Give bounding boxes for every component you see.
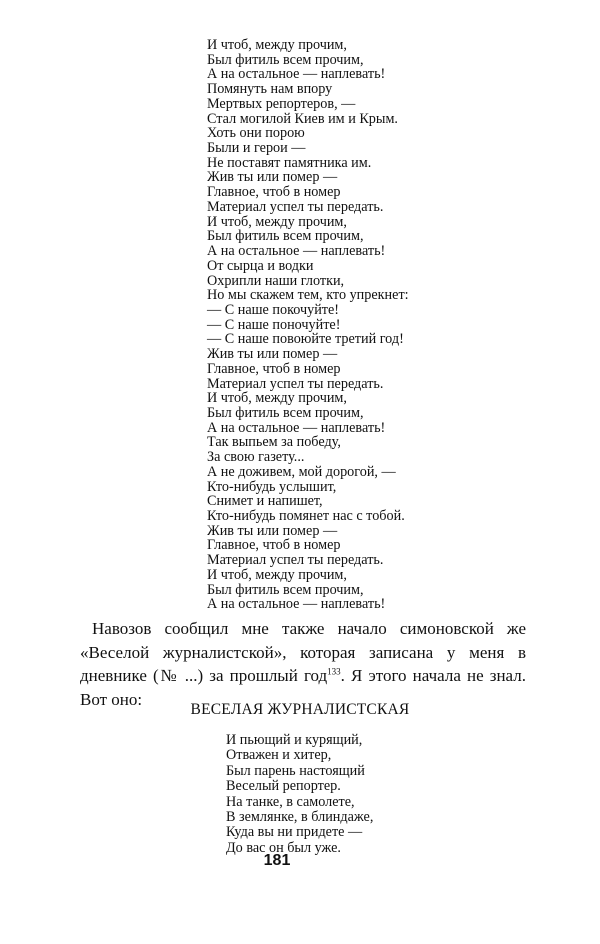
poem-line: Отважен и хитер, [226, 747, 332, 764]
page-number: 181 [263, 852, 291, 869]
poem-line: В землянке, в блиндаже, [226, 809, 374, 826]
poem-verse [207, 38, 409, 612]
poem-line: Веселый репортер. [226, 778, 341, 795]
poem-line: Но мы скажем тем, кто упрекнет: [207, 287, 409, 304]
poem-verse-2 [226, 733, 373, 856]
poem-line: Куда вы ни придете — [226, 824, 363, 841]
poem-line: А на остальное — наплевать! [207, 596, 386, 613]
poem-line: На танке, в самолете, [226, 793, 355, 810]
poem-line: Жив ты или помер — [207, 522, 338, 539]
poem-line: Был фитиль всем прочим, [207, 404, 364, 421]
poem-line: И чтоб, между прочим, [207, 37, 347, 53]
poem-line: Главное, чтоб в номер [207, 537, 341, 554]
poem-line: И чтоб, между прочим, [207, 390, 347, 407]
poem-line: — С наше поночуйте! [207, 316, 341, 333]
poem-title: ВЕСЕЛАЯ ЖУРНАЛИСТСКАЯ [190, 701, 410, 718]
poem-line: Снимет и напишет, [207, 493, 323, 510]
poem-line: И чтоб, между прочим, [207, 566, 347, 583]
poem-line: Был фитиль всем прочим, [207, 228, 364, 245]
poem-line: — С наше повоюйте третий год! [207, 331, 404, 348]
poem-line: За свою газету... [207, 449, 305, 466]
poem-line: Был фитиль всем прочим, [207, 51, 364, 68]
body-paragraph [80, 617, 526, 711]
poem-line: И чтоб, между прочим, [207, 213, 347, 230]
paragraph-text-end: . Я этого начала не знал. Вот оно: [80, 666, 526, 709]
poem-line: Охрипли наши глотки, [207, 272, 345, 289]
poem-line: Жив ты или помер — [207, 169, 338, 186]
poem-line: Не поставят памятника им. [207, 154, 372, 171]
poem-line: Главное, чтоб в номер [207, 360, 341, 377]
poem-line: До вас он был уже. [226, 839, 341, 856]
poem-line: Были и герои — [207, 140, 306, 157]
poem-line: Был фитиль всем прочим, [207, 581, 364, 598]
poem-line: Хоть они порою [207, 125, 305, 142]
poem-line: Кто-нибудь помянет нас с тобой. [207, 508, 405, 524]
poem-line: Мертвых репортеров, — [207, 95, 356, 112]
poem-line: А на остальное — наплевать! [207, 419, 386, 436]
poem-line: Кто-нибудь услышит, [207, 478, 337, 495]
poem-line: Так выпьем за победу, [207, 434, 341, 451]
poem-line: А на остальное — наплевать! [207, 66, 386, 83]
poem-line: Главное, чтоб в номер [207, 184, 341, 201]
poem-line: Жив ты или помер — [207, 346, 338, 363]
poem-line: Помянуть нам впору [207, 81, 333, 98]
poem-line: Материал успел ты передать. [207, 375, 384, 392]
footnote-ref: 133 [327, 666, 341, 677]
poem-line: Стал могилой Киев им и Крым. [207, 110, 398, 127]
poem-line: И пьющий и курящий, [226, 732, 363, 748]
poem-line: — С наше покочуйте! [207, 301, 340, 318]
poem-line: Материал успел ты передать. [207, 552, 384, 569]
paragraph-text: Навозов сообщил мне также начало симоновской же «Веселой журналистской», которая записана у меня в дневнике (№ ...) за прошлый год [80, 619, 526, 685]
poem-line: А на остальное — наплевать! [207, 243, 386, 260]
poem-line: Материал успел ты передать. [207, 198, 384, 215]
poem-line: От сырца и водки [207, 257, 314, 274]
poem-line: А не доживем, мой дорогой, — [207, 463, 396, 480]
poem-line: Был парень настоящий [226, 762, 365, 779]
